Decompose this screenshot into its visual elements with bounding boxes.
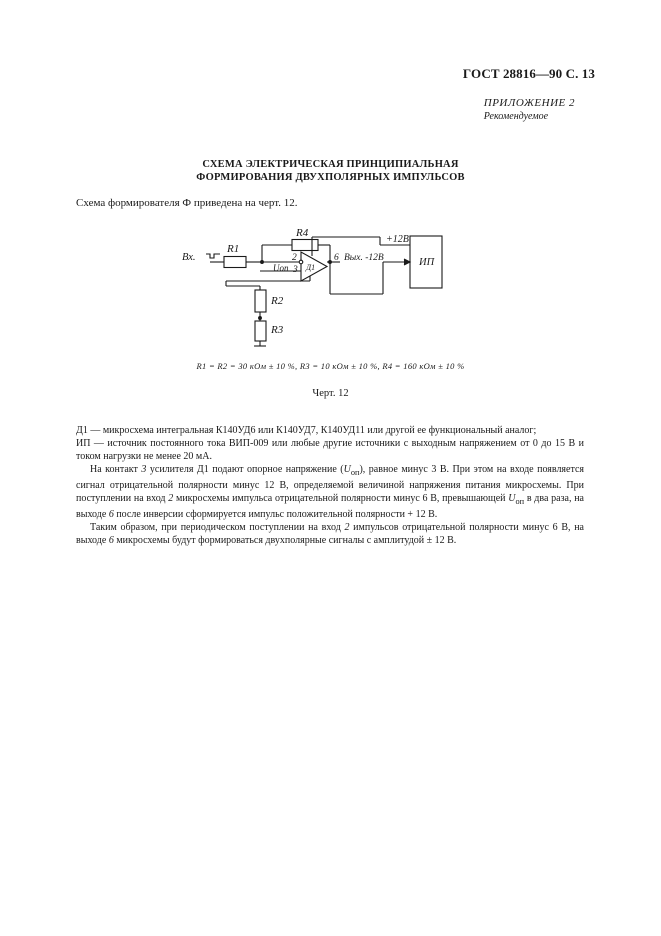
opamp-label: Д1 <box>306 263 316 272</box>
plus-supply-label: +12В <box>386 234 409 245</box>
pulse-symbol <box>206 254 220 258</box>
appendix-subtitle: Рекомендуемое <box>483 111 549 122</box>
title-line-1: СХЕМА ЭЛЕКТРИЧЕСКАЯ ПРИНЦИПИАЛЬНАЯ <box>202 159 459 170</box>
figure-caption: Черт. 12 <box>312 388 349 399</box>
r1-label: R1 <box>227 243 240 255</box>
standard-number: ГОСТ 28816—90 С. 13 <box>462 66 595 81</box>
body-text <box>76 424 584 547</box>
intro-text: Схема формирователя Ф приведена на черт. 12. <box>76 197 298 209</box>
pin6-label: 6 <box>334 253 339 263</box>
r1-resistor <box>224 257 246 268</box>
pin3-label: 3 <box>293 265 298 275</box>
paragraph-ip: ИП — источник постоянного тока ВИП-009 или любые другие источники с выходным напряжением от 0 до 15 В и током нагрузки не менее 20 мА. <box>76 438 584 462</box>
page-header <box>463 66 595 82</box>
appendix-label <box>484 97 575 123</box>
pin2-label: 2 <box>292 253 297 263</box>
title-line-2: ФОРМИРОВАНИЯ ДВУХПОЛЯРНЫХ ИМПУЛЬСОВ <box>196 172 465 183</box>
section-title <box>0 158 661 184</box>
paragraph-conclusion: Таким образом, при периодическом поступлении на вход 2 импульсов отрицательной полярности минус 6 В, на выходе 6 микросхемы будут формироваться двухполярные сигналы с амплитудой ± 12 В. <box>76 522 584 546</box>
appendix-title: ПРИЛОЖЕНИЕ 2 <box>483 97 575 109</box>
r4-resistor <box>292 240 318 251</box>
r2-resistor <box>255 290 266 312</box>
resistor-values: R1 = R2 = 30 кОм ± 10 %, R3 = 10 кОм ± 10 %, R4 = 160 кОм ± 10 % <box>196 361 465 371</box>
r4-label: R4 <box>296 227 309 239</box>
uop-label: Uоп <box>273 263 289 273</box>
r3-label: R3 <box>271 324 284 336</box>
r2-label: R2 <box>271 295 284 307</box>
output-label: Вых. -12В <box>344 253 384 263</box>
circuit-schematic <box>180 218 460 353</box>
paragraph-d1: Д1 — микросхема интегральная К140УД6 или К140УД7, К140УД11 или другой ее функциональный аналог; <box>76 425 537 436</box>
psu-label: ИП <box>419 257 435 268</box>
paragraph-contact: На контакт 3 усилителя Д1 подают опорное напряжение $(U_{оп})$, равное минус 3 В. При этом на входе появляется сигнал отрицательной полярности минус 12 В, определяемой величиной напряжения питания микросхемы. При поступлении на вход 2 микросхемы импульса отрицательной полярности минус 6 В, превышающей $U_{оп}$ в два раза, на выходе 6 после инверсии сформируется импульс положительной полярности + 12 В. <box>76 464 584 520</box>
input-label: Вх. <box>182 252 196 263</box>
r3-resistor <box>255 321 266 341</box>
